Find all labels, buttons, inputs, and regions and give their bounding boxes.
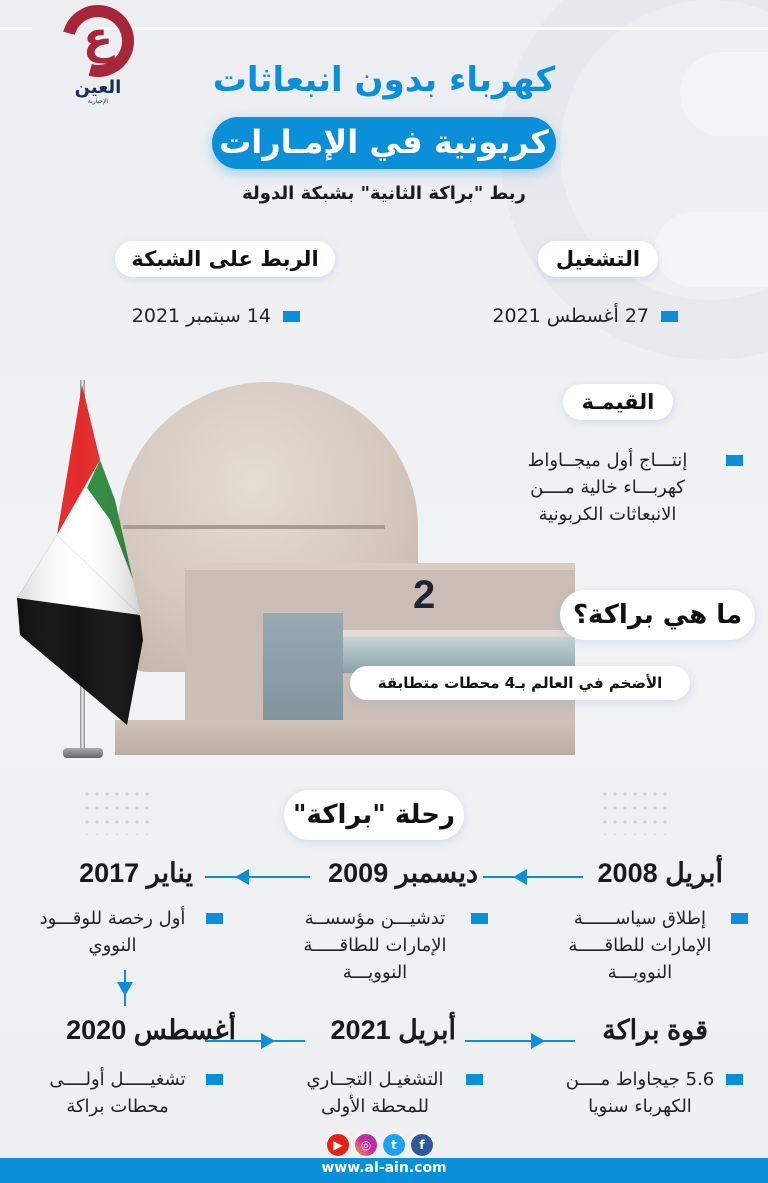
timeline-line: الإمارات للطاقـــــة [568,935,712,956]
uae-flag-cloth [15,370,155,750]
timeline-line: محطات براكة [66,1096,169,1117]
bullet-square-icon [206,913,223,924]
arrow-right-icon [465,1040,575,1042]
timeline-line: 5.6 جيجاواط مــــن [565,1069,715,1090]
bullet-square-icon [731,913,748,924]
milestone-label-text: التشغيل [555,247,641,271]
bullet-square-icon [726,455,743,466]
milestone-date-text: 14 سبتمبر 2021 [131,305,271,327]
twitter-icon[interactable]: t [382,1133,406,1157]
timeline-line: النوويـــة [607,962,673,983]
timeline-title: يناير 2017 [79,858,193,888]
page-title-line2: كربونية في الإمـارات [212,117,556,169]
page-title-line1: كهرباء بدون انبعاثات [212,60,556,100]
timeline-line: تدشيـــن مؤسســة [304,908,446,929]
value-description [500,447,715,528]
logo-subtitle: الإخبارية [87,98,109,105]
barakah-description [350,666,690,700]
timeline-description [560,905,720,986]
timeline-line: أول رخصة للوقـــود [39,908,186,929]
barakah-description-text: الأضخم في العالم بـ4 محطات متطابقة [377,674,663,692]
background-shape-decoration [655,212,768,287]
what-is-barakah-text: ما هي براكة؟ [572,600,743,630]
website-link[interactable]: www.al-ain.com [321,1160,447,1176]
value-line: الانبعاثات الكربونية [538,504,677,525]
dome-ring [123,525,385,529]
bullet-square-icon [726,1074,743,1085]
photo-ground [115,720,575,755]
milestone-label-text: الربط على الشبكة [131,247,319,271]
milestone-date-grid [132,305,300,327]
bullet-square-icon [471,913,488,924]
uae-flag-icon [15,370,155,760]
timeline-line: النوويـــة [342,962,408,983]
top-divider [100,27,768,30]
social-links [326,1133,434,1157]
bullet-square-icon [206,1074,223,1085]
logo-glyph: ع [82,13,114,64]
timeline-line: للمحطة الأولى [320,1096,430,1117]
timeline-description [40,1066,195,1120]
top-divider [0,27,32,30]
value-label-text: القيمـة [581,390,655,414]
flag-base [63,748,103,758]
dot-grid-decoration [82,787,154,835]
milestone-date-operation [492,305,678,327]
timeline-description [30,905,195,959]
journey-label [284,790,464,840]
milestone-label-operation [538,241,658,277]
timeline-title: قوة براكة [602,1015,708,1045]
timeline-title: أبريل 2021 [330,1015,456,1045]
timeline-title: ديسمبر 2009 [328,858,478,888]
arrow-left-icon [483,876,583,878]
what-is-barakah-label [560,590,755,640]
timeline-description [295,1066,455,1120]
unit-number: 2 [413,573,436,617]
timeline-line: النووي [88,935,137,956]
timeline-title: أغسطس 2020 [66,1015,236,1045]
bullet-square-icon [466,1074,483,1085]
facebook-icon[interactable]: f [410,1133,434,1157]
arrow-down-icon [124,970,126,1006]
timeline-line: إطلاق سياســــــة [573,908,707,929]
arrow-left-icon [205,876,310,878]
timeline-line: التشغيـل التجــاري [306,1069,444,1090]
bullet-square-icon [661,311,678,322]
footer-bar [0,1158,768,1183]
timeline-line: الإمارات للطاقـــــة [303,935,447,956]
milestone-date-text: 27 أغسطس 2021 [492,305,649,327]
dot-grid-decoration [600,787,672,835]
youtube-icon[interactable]: ▶ [326,1133,350,1157]
page-subtitle: ربط "براكة الثانية" بشبكة الدولة [242,183,526,204]
bullet-square-icon [283,311,300,322]
timeline-description [290,905,460,986]
instagram-icon[interactable]: ◎ [354,1133,378,1157]
timeline-line: الكهرباء سنويا [588,1096,692,1117]
timeline-title: أبريل 2008 [597,858,723,888]
logo-wordmark: العين [74,77,122,98]
value-line: إنتـــاج أول ميجــاواط [527,450,688,471]
value-label [563,384,673,420]
value-line: كهربـــاء خالية مــــن [530,477,685,498]
journey-label-text: رحلة "براكة" [293,800,455,830]
timeline-line: تشغيـــــل أولــــى [49,1069,186,1090]
timeline-description [565,1066,715,1120]
milestone-label-grid [115,241,335,277]
